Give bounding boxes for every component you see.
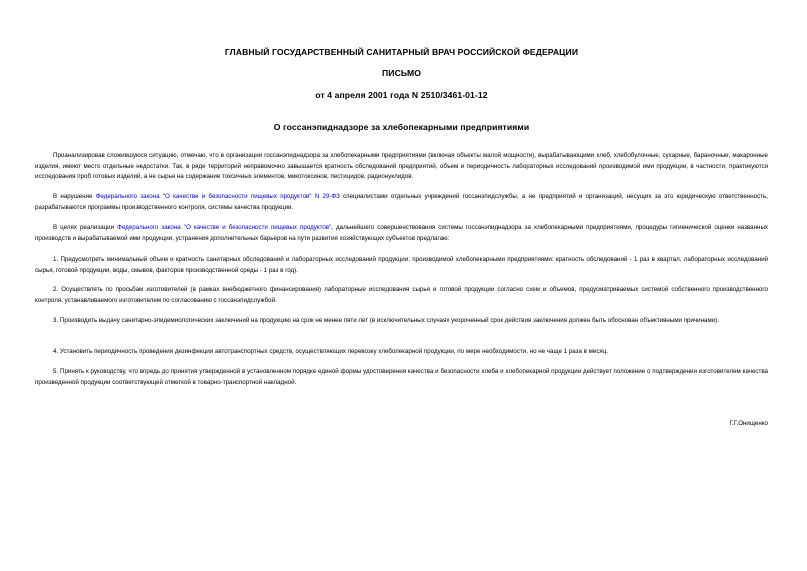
paragraph-intro: Проанализировав сложившуюся ситуацию, отмечаю, что в организации госсанэпиднадзора за хлебопекарными предприятиями (включая объекты малой мощности), вырабатывающими хлеб, хлебобулочные, сухарные, бараночные, макаронные изделия, имеют место отдельные недостатки. Так, в ряде территорий неправомочно завышается кратность обследований предприятий, объем и периодичность лабораторных исследований производимой ими продукции, в частности, практикуются исследования проб готовых изделий, а не сырья на содержание токсичных элементов, микотоксинов, пестицидов, радионуклидов. bbox=[35, 152, 768, 180]
item-1: 1. Предусмотреть минимальный объем и кратность санитарных обследований и лабораторных исследований продукции, производимой хлебопекарными предприятиями: кратность обследований - 1 раз в квартал, лабораторных исследований сырья, готовой продукции, воды, смывов, факторов производственной среды - 1 раз в год). bbox=[35, 256, 768, 274]
item-3: 3. Производить выдачу санитарно-эпидемиологических заключений на продукцию на срок не менее пяти лет (в исключительных случаях укороченный срок действия заключения должен быть обоснован объективными причинами). bbox=[53, 317, 719, 324]
law-link[interactable]: Федерального закона "О качестве и безопасности пищевых продуктов" bbox=[117, 224, 332, 231]
signature: Г.Г.Онищенко bbox=[729, 420, 768, 427]
paragraph-text: В нарушение bbox=[53, 193, 96, 200]
item-4: 4. Установить периодичность проведения дезинфекции автотранспортных средств, осуществляющих перевозку хлебопекарной продукции, по мере необходимости, но не чаще 1 раза в месяц. bbox=[53, 348, 609, 355]
issuing-authority: ГЛАВНЫЙ ГОСУДАРСТВЕННЫЙ САНИТАРНЫЙ ВРАЧ РОССИЙСКОЙ ФЕДЕРАЦИИ bbox=[224, 47, 579, 57]
law-link[interactable]: Федерального закона "О качестве и безопасности пищевых продуктов" N 29-ФЗ bbox=[95, 193, 340, 200]
item-5: 5. Принять к руководству, что впредь до принятия утвержденной в установленном порядке единой формы удостоверения качества и безопасности хлеба и хлебопекарной продукции действует положение о подтверждении изготовителем качества произведенной продукции соответствующей отметкой в товарно-транспортной накладной. bbox=[35, 368, 768, 386]
paragraph-text: В целях реализации bbox=[53, 224, 118, 231]
paragraph-text: специалистами отдельных учреждений госсанэпидслужбы, а не предприятий и организаций, несущих за это юридическую ответственность, разрабатываются программы производственного контроля, системы качества продукции. bbox=[35, 193, 768, 211]
paragraph-violation bbox=[35, 192, 768, 213]
document-title: О госсанэпиднадзоре за хлебопекарными предприятиями bbox=[273, 122, 530, 132]
paragraph-text: , дальнейшего совершенствования системы госсанэпиднадзора за хлебопекарными предприятиями, процедуры гигиенической оценки названных производств и вырабатываемой ими продукции, устранения дополнительных барьеров на пути развития хозяйствующих субъектов предлагаю: bbox=[35, 224, 768, 242]
paragraph-purpose bbox=[35, 223, 768, 244]
document-date-number: от 4 апреля 2001 года N 2510/3461-01-12 bbox=[315, 90, 488, 100]
document-type: ПИСЬМО bbox=[382, 68, 421, 78]
item-2: 2. Осуществлять по просьбам изготовителей (в рамках внебюджетного финансирования) лабораторные исследования сырья и готовой продукции согласно схем и объемов, предусматриваемых системой собственного производственного контроля, устанавливаемого изготовителем по согласованию с госсанэпидслужбой. bbox=[35, 286, 768, 304]
